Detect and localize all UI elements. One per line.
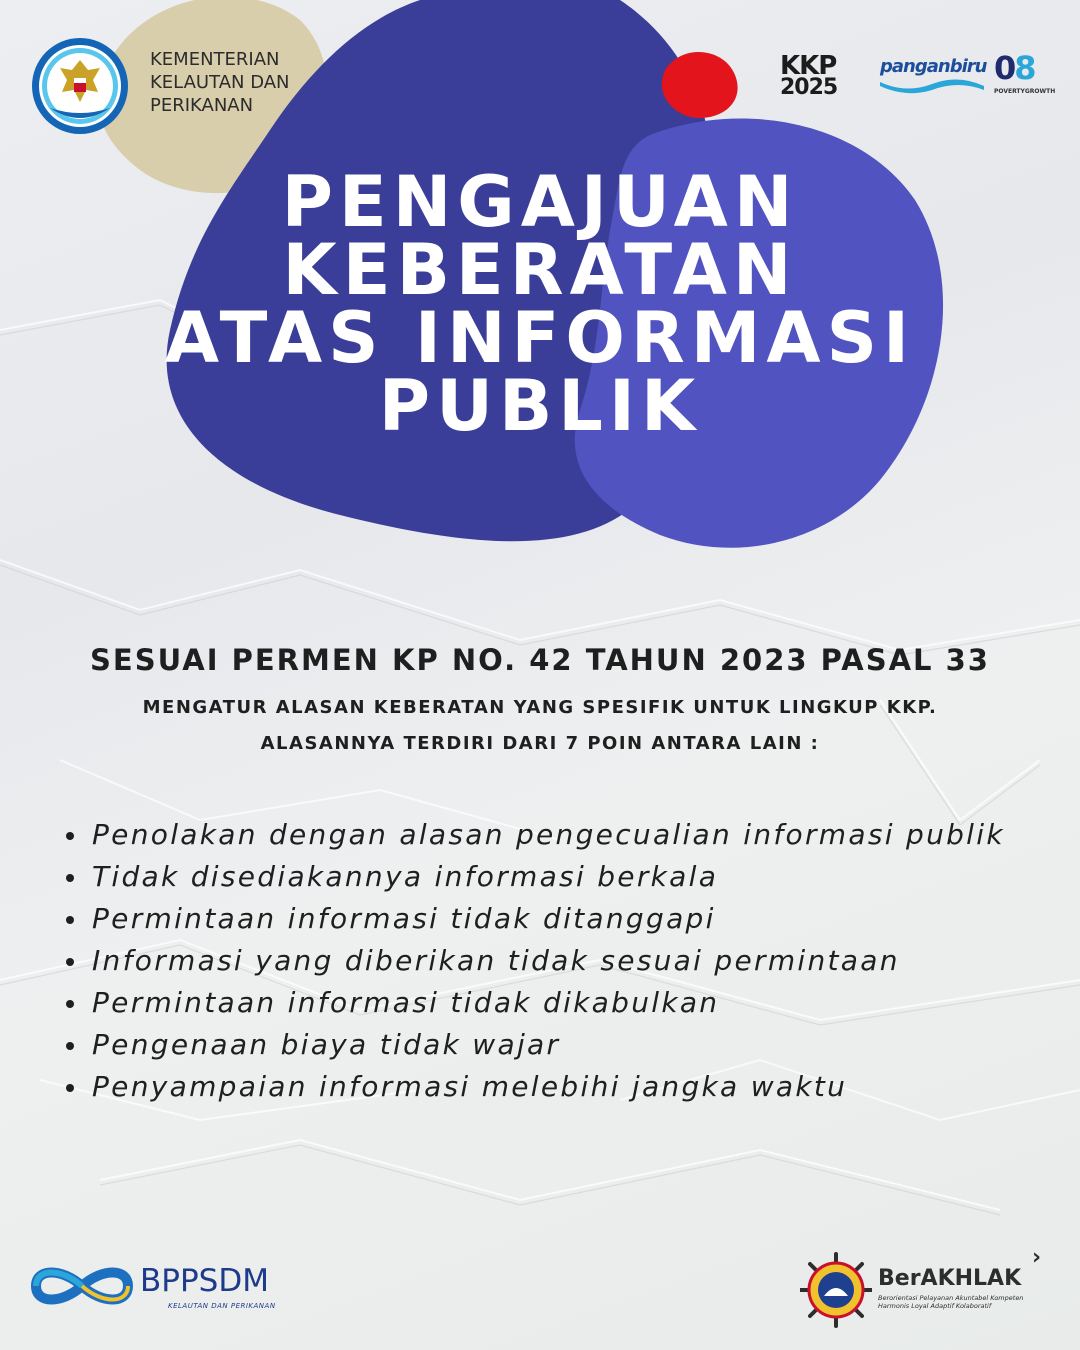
bullet-icon (66, 1000, 74, 1008)
bppsdm-logo (28, 1258, 288, 1318)
ministry-line: KEMENTERIAN (150, 49, 280, 70)
berakhlak-tagline (878, 1294, 1060, 1310)
berakhlak-name: BerAKHLAK (878, 1266, 1022, 1291)
reason-text: Pengenaan biaya tidak wajar (92, 1028, 561, 1061)
regulation-description (0, 690, 1080, 762)
reason-text: Permintaan informasi tidak dikabulkan (92, 986, 720, 1019)
kkp-2025-logo (780, 51, 864, 100)
digit-eight: 8 (1014, 49, 1035, 87)
tagline-line: Harmonis Loyal Adaptif Kolaboratif (878, 1302, 992, 1310)
ministry-line: KELAUTAN DAN (150, 72, 290, 93)
panganbiru-text: panganbiru (880, 56, 987, 77)
reason-text: Penyampaian informasi melebihi jangka waktu (92, 1070, 848, 1103)
regulation-line: ALASANNYA TERDIRI DARI 7 POIN ANTARA LAIN : (260, 733, 820, 754)
list-item (62, 856, 1062, 898)
page-title (130, 161, 950, 447)
bullet-icon (66, 1084, 74, 1092)
reason-text: Informasi yang diberikan tidak sesuai permintaan (92, 944, 900, 977)
title-line: ATAS INFORMASI (164, 297, 916, 379)
list-item (62, 898, 1062, 940)
kkp-2025-line2: 2025 (780, 75, 838, 100)
asta-cita-left: POVERTY (994, 88, 1025, 95)
title-line: PENGAJUAN (281, 161, 799, 243)
ship-wheel-emblem-icon (800, 1250, 872, 1330)
ministry-line: PERIKANAN (150, 95, 254, 116)
list-item (62, 814, 1062, 856)
reason-text: Penolakan dengan alasan pengecualian informasi publik (92, 818, 1005, 851)
reason-text: Tidak disediakannya informasi berkala (92, 860, 719, 893)
chevron-right-icon: › (1032, 1245, 1042, 1270)
bullet-icon (66, 916, 74, 924)
list-item (62, 1024, 1062, 1066)
list-item (62, 940, 1062, 982)
bppsdm-name: BPPSDM (140, 1263, 269, 1299)
regulation-heading: SESUAI PERMEN KP NO. 42 TAHUN 2023 PASAL 33 (90, 643, 990, 677)
list-item (62, 982, 1062, 1024)
panganbiru-logo (880, 56, 987, 96)
infinity-icon (28, 1258, 136, 1314)
title-line: PUBLIK (378, 365, 702, 447)
list-item (62, 1066, 1062, 1108)
asta-cita-logo (994, 49, 1056, 98)
wave-icon (880, 76, 984, 96)
reason-text: Permintaan informasi tidak ditanggapi (92, 902, 716, 935)
asta-cita-right: GROWTH (1024, 88, 1056, 95)
bppsdm-sub: KELAUTAN DAN PERIKANAN (168, 1302, 276, 1310)
ministry-name (150, 48, 340, 117)
kkp-emblem-icon (30, 36, 130, 136)
bullet-icon (66, 958, 74, 966)
kkp-2025-line1: KKP (780, 51, 837, 81)
title-line: KEBERATAN (282, 229, 798, 311)
bullet-icon (66, 832, 74, 840)
reasons-list (62, 814, 1062, 1108)
bullet-icon (66, 1042, 74, 1050)
bullet-icon (66, 874, 74, 882)
tagline-line: Berorientasi Pelayanan Akuntabel Kompeten (878, 1294, 1024, 1302)
berakhlak-logo (800, 1246, 1060, 1330)
digit-zero: 0 (994, 49, 1015, 87)
regulation-line: MENGATUR ALASAN KEBERATAN YANG SPESIFIK UNTUK LINGKUP KKP. (142, 697, 938, 718)
